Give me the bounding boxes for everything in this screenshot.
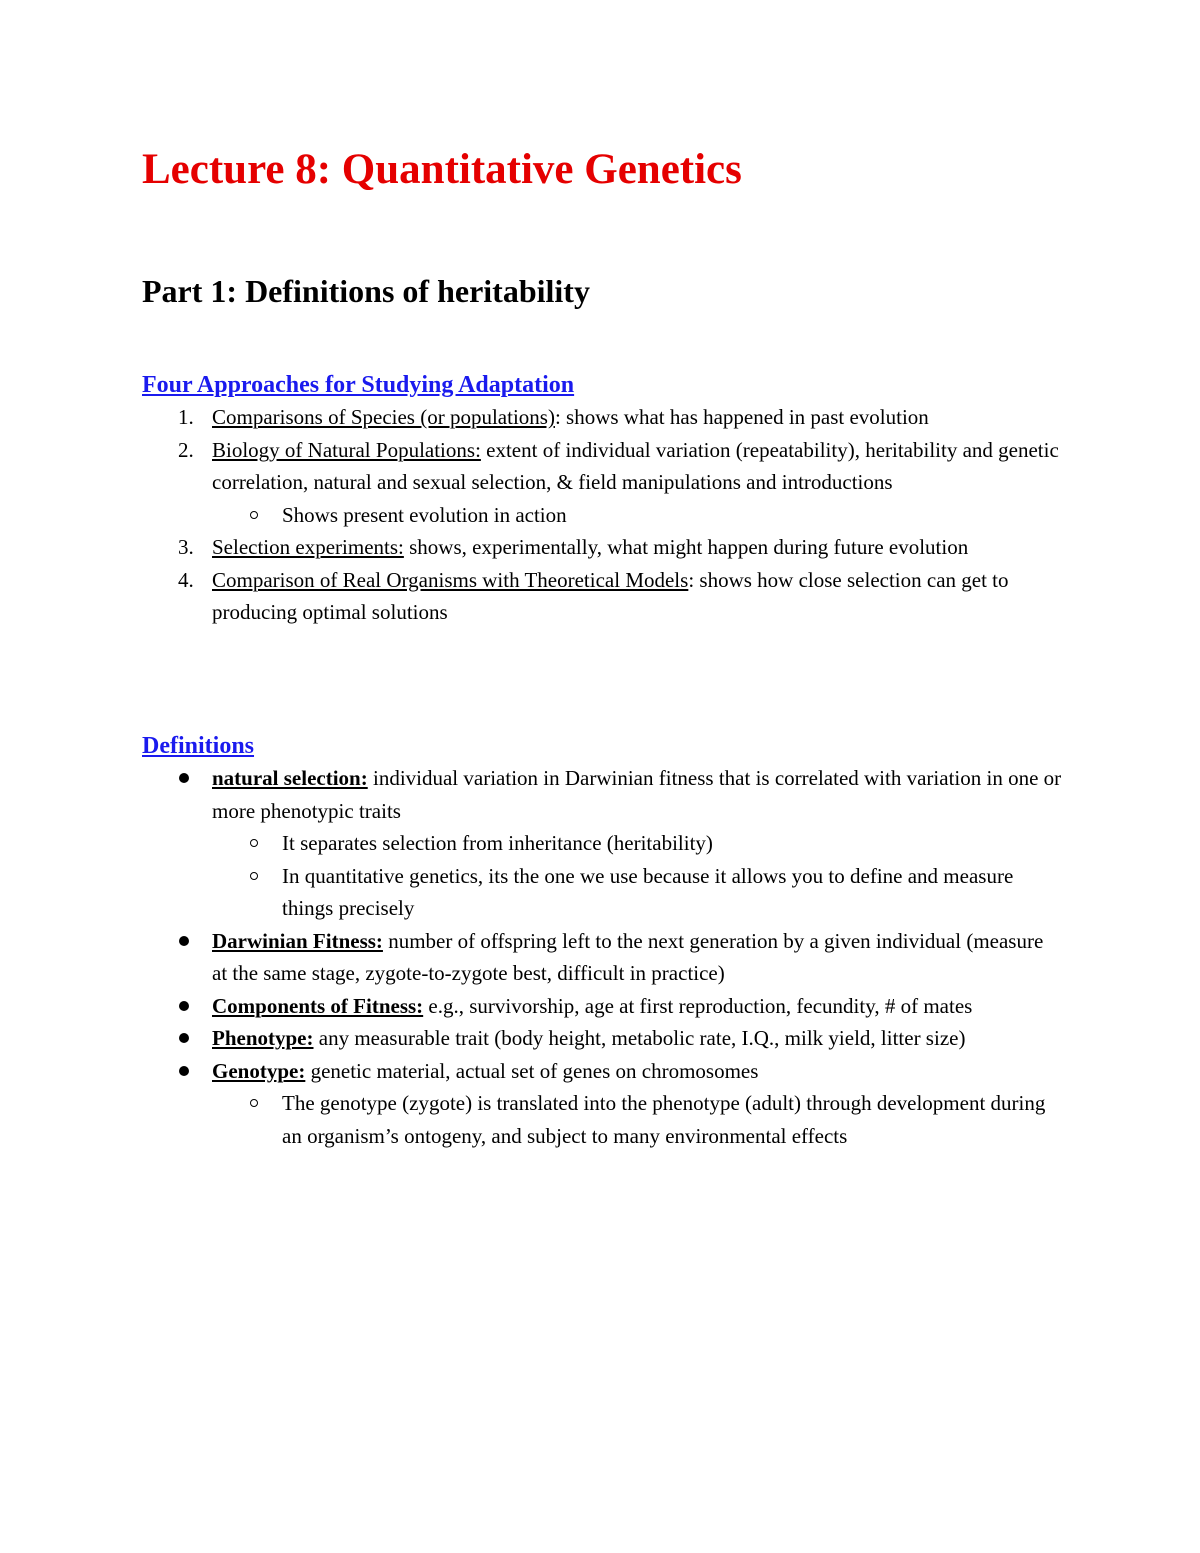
list-number: 4.	[178, 567, 194, 592]
bullet-icon	[179, 1001, 189, 1011]
part-heading: Part 1: Definitions of heritability	[142, 273, 590, 309]
definition-text: e.g., survivorship, age at first reproduction, fecundity, # of mates	[423, 993, 973, 1018]
sub-item-text: In quantitative genetics, its the one we use because it allows you to define and measure things precisely	[282, 863, 1014, 920]
definition-text: any measurable trait (body height, metabolic rate, I.Q., milk yield, litter size)	[313, 1026, 966, 1050]
definition-term: Darwinian Fitness:	[212, 928, 383, 953]
sub-list-item	[142, 1087, 1062, 1152]
approach-text: shows, experimentally, what might happen during future evolution	[403, 535, 969, 559]
list-item	[142, 564, 1062, 629]
list-number: 2.	[178, 437, 194, 462]
sub-list-item	[142, 860, 1062, 925]
list-number: 1.	[178, 405, 194, 429]
definition-term: natural selection:	[212, 766, 368, 790]
approach-text: : shows what has happened in past evolution	[554, 405, 929, 429]
definition-term: Components of Fitness:	[212, 993, 424, 1018]
list-item	[142, 762, 1062, 925]
sub-item-text: It separates selection from inheritance (heritability)	[282, 831, 713, 855]
definition-text: number of offspring left to the next generation by a given individual (measure at the same stage, zygote-to-zygote best, difficult in practice)	[212, 928, 1044, 985]
bullet-icon	[179, 936, 189, 946]
sub-list	[212, 1087, 1062, 1152]
approach-term: Biology of Natural Populations:	[212, 437, 481, 462]
hollow-bullet-icon	[250, 1099, 258, 1107]
approaches-list	[142, 401, 1062, 629]
list-item	[142, 531, 1062, 564]
approach-text: extent of individual variation (repeatability), heritability and genetic correlation, natural and sexual selection, & field manipulations and introductions	[212, 437, 1059, 494]
sub-item-text: Shows present evolution in action	[282, 502, 567, 527]
sub-list-item	[142, 827, 1062, 860]
list-item	[142, 1055, 1062, 1153]
approach-term: Selection experiments:	[212, 535, 404, 559]
approach-term: Comparison of Real Organisms with Theoretical Models	[212, 567, 689, 592]
definitions-section	[142, 730, 1062, 1152]
definition-term: Genotype:	[212, 1058, 306, 1083]
list-item	[142, 401, 1062, 434]
sub-item-text: The genotype (zygote) is translated into the phenotype (adult) through development during an organism’s ontogeny, and subject to many environmental effects	[282, 1091, 1046, 1148]
definitions-heading: Definitions	[142, 733, 255, 759]
hollow-bullet-icon	[250, 872, 258, 880]
list-number: 3.	[178, 535, 194, 559]
sub-list	[212, 499, 1062, 532]
approaches-section	[142, 369, 1062, 629]
hollow-bullet-icon	[250, 839, 258, 847]
bullet-icon	[179, 773, 189, 783]
list-item	[142, 990, 1062, 1023]
list-item	[142, 434, 1062, 532]
approaches-heading: Four Approaches for Studying Adaptation	[142, 372, 575, 398]
sub-list-item	[142, 499, 1062, 532]
definitions-list	[142, 762, 1062, 1152]
approach-term: Comparisons of Species (or populations)	[212, 405, 555, 429]
bullet-icon	[179, 1066, 189, 1076]
definition-text: genetic material, actual set of genes on chromosomes	[305, 1058, 759, 1083]
definition-text: individual variation in Darwinian fitness that is correlated with variation in one or more phenotypic traits	[212, 766, 1062, 823]
definition-term: Phenotype:	[212, 1026, 314, 1050]
hollow-bullet-icon	[250, 511, 258, 519]
bullet-icon	[179, 1033, 189, 1043]
list-item	[142, 1022, 1062, 1055]
list-item	[142, 925, 1062, 990]
approach-text: : shows how close selection can get to producing optimal solutions	[212, 567, 1009, 624]
sub-list	[212, 827, 1062, 925]
lecture-title: Lecture 8: Quantitative Genetics	[142, 146, 742, 193]
